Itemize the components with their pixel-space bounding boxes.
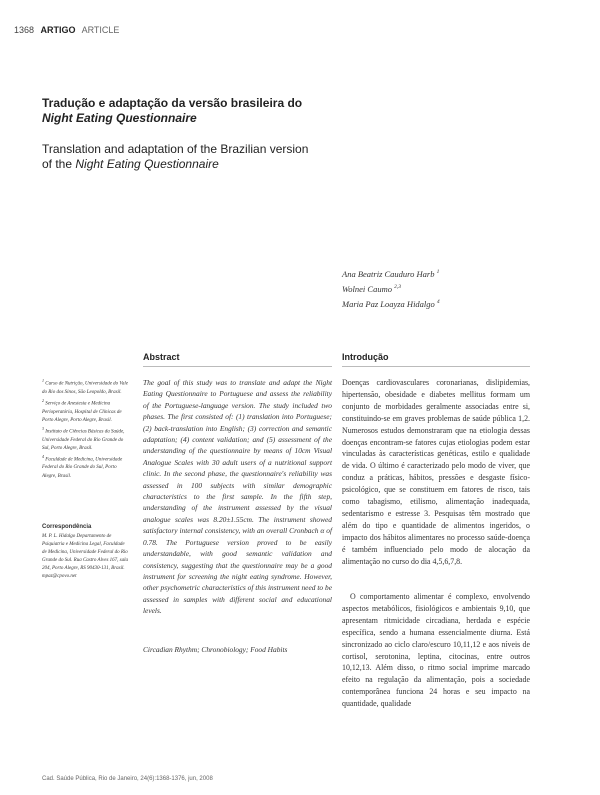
affiliation-text: Faculdade de Medicina, Universidade Federal do Rio Grande do Sul, Porto Alegre, Brasil. xyxy=(42,457,123,479)
author-name: Maria Paz Loayza Hidalgo xyxy=(342,298,435,309)
author-list xyxy=(342,266,440,310)
affiliation-ref: 3 xyxy=(42,425,44,431)
introduction-paragraph-1: Doenças cardiovasculares coronarianas, dislipidemias, hipertensão, obesidade e diabetes mellitus formam um conjunto de morbidades geralmente associadas entre si, constituindo-se em graves problemas de saúde pública 1,2. Numerosos estudos demonstraram que na etiologia dessas doenças encontram-se fatores cujas etiologias podem estar vinculadas às características genéticas, estilo e qualidade de vida. O último é caracterizado pelo modo de viver, que conduz a práticas, hábitos, pressões e desgaste físico-psicológico, que se constituem em fatores de risco, tais como tabagismo, etilismo, alimentação inadequada, sedentarismo e estresse 3. Pesquisas têm mostrado que além do tipo e quantidade de alimentos ingeridos, o impacto dos hábitos alimentares no processo saúde-doença é também influenciado pelo modo de alocação da alimentação no curso do dia 4,5,6,7,8. xyxy=(342,378,530,566)
running-header xyxy=(14,25,119,35)
author xyxy=(342,296,440,311)
abstract-heading: Abstract xyxy=(143,352,180,362)
introduction-paragraph-2: O comportamento alimentar é complexo, envolvendo aspectos metabólicos, fisiológicos e ambientais 9,10, que apresentam ritmicidade circadiana, herdada e espécie específica, sendo a humana essencialmente diurna. Está sincronizado ao ciclo claro/escuro 10,11,12 e aos níveis de cortisol, serotonina, leptina, citocinas, entre outros 10,12,13. Além disso, o ritmo social imprime marcado efeito na regulação da alimentação, pois a sociedade contemporânea funciona 24 horas e seu impacto na quantidade, qualidade xyxy=(342,592,530,709)
correspondence-address: M. P. L. Hidalgo Departamento de Psiquiatria e Medicina Legal, Faculdade de Medicina, Universidade Federal do Rio Grande do Sul. Rua Castro Alves 167, sala 204, Porto Alegre, RS 90430-131, Brasil. mpaz@cpovo.net xyxy=(42,534,128,580)
affiliation xyxy=(42,377,130,397)
section-label-en: ARTICLE xyxy=(81,25,120,35)
introduction-heading: Introdução xyxy=(342,352,389,362)
affiliation xyxy=(42,397,130,425)
title-english xyxy=(42,142,372,172)
affiliation-ref: 1 xyxy=(42,378,44,383)
author-affil-ref: 2,3 xyxy=(394,283,401,290)
affiliation xyxy=(42,453,130,481)
correspondence-heading: Correspondência xyxy=(42,524,92,530)
title-pt-line2: Night Eating Questionnaire xyxy=(42,111,197,125)
author-affil-ref: 1 xyxy=(436,269,440,275)
title-en-line2-prefix: of the xyxy=(42,157,76,171)
affiliation-ref: 4 xyxy=(42,453,44,459)
affiliation-text: Serviço de Anestesia e Medicina Perioperatória, Hospital de Clínicas de Porto Alegre, Porto Alegre, Brasil. xyxy=(42,401,122,423)
affiliation-text: Curso de Nutrição, Universidade do Vale do Rio dos Sinos, São Leopoldo, Brasil. xyxy=(42,381,129,395)
affiliation xyxy=(42,425,130,453)
author xyxy=(342,266,440,281)
title-en-line2-italic: Night Eating Questionnaire xyxy=(75,157,219,171)
abstract-rule xyxy=(143,366,332,367)
title-pt-line1: Tradução e adaptação da versão brasileira do xyxy=(42,96,303,110)
title-portuguese xyxy=(42,96,372,126)
title-en-line2 xyxy=(42,157,372,172)
affiliation-ref: 2 xyxy=(42,397,44,403)
author-affil-ref: 4 xyxy=(436,298,440,305)
journal-citation-footer: Cad. Saúde Pública, Rio de Janeiro, 24(6):1368-1376, jun, 2008 xyxy=(42,776,213,782)
title-en-line1: Translation and adaptation of the Brazilian version xyxy=(42,142,309,156)
affiliation-text: Instituto de Ciências Básicas da Saúde, Universidade Federal do Rio Grande do Sul, Porto Alegre, Brasil. xyxy=(42,429,125,451)
author-name: Wolnei Caumo xyxy=(342,283,392,294)
author xyxy=(342,281,440,296)
abstract-text: The goal of this study was to translate and adapt the Night Eating Questionnaire to Portuguese and assess the reliability of the Portuguese-language version. The study included two phases. The first consisted of: (1) translation into Portuguese; (2) back-translation into English; (3) correction and semantic adaptation; (4) content validation; and (5) assessment of the understanding of the questionnaire by means of 10cm Visual Analogue Scales with 30 adult users of a nutritional support clinic. In the second phase, the questionnaire's reliability was assessed in 100 subjects with similar demographic characteristics to the first sample. In the fifth step, understanding of the instrument assessed by the visual analogue scales was 8.20±1.55cm. The instrument showed satisfactory internal consistency, with an overall Cronbach α of 0.78. The Portuguese version proved to be easily understandable, with good semantic validation and consistency, suggesting that the questionnaire may be a good instrument for screening the night eating syndrome. However, other psychometric characteristics of this instrument need to be assessed in samples with different social and educational levels. xyxy=(143,378,332,616)
introduction-rule xyxy=(342,366,530,367)
affiliations xyxy=(42,377,130,481)
page-number: 1368 xyxy=(14,25,35,35)
keywords: Circadian Rhythm; Chronobiology; Food Habits xyxy=(143,645,288,654)
section-label-pt: ARTIGO xyxy=(40,25,76,35)
author-name: Ana Beatriz Cauduro Harb xyxy=(342,268,435,279)
